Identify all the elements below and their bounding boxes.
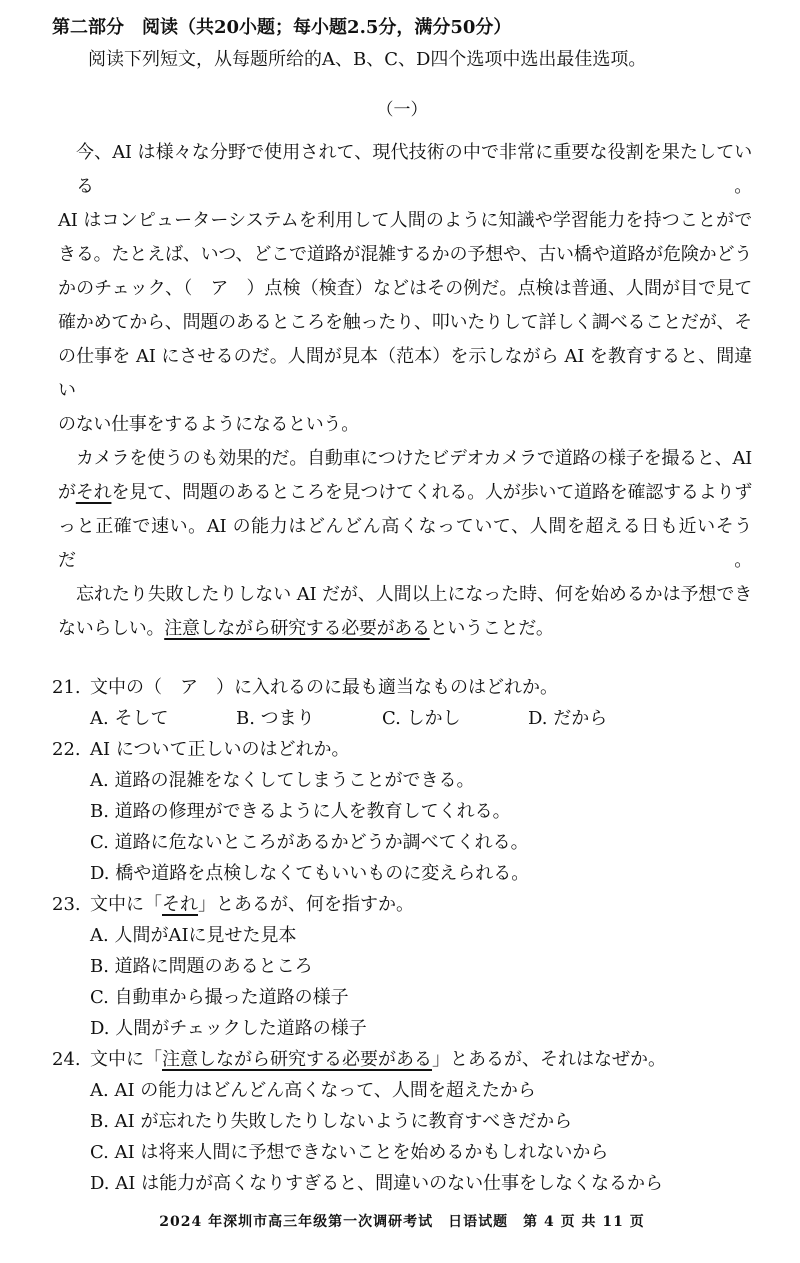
text: を見て、問題のあるところを見つけてくれる。人が歩いて道路を確認するよりず xyxy=(111,482,753,503)
question-stem xyxy=(52,672,752,703)
question-number: 21. xyxy=(52,677,81,698)
passage-line: のない仕事をするようになるという。 xyxy=(58,414,359,435)
option-row xyxy=(52,703,752,734)
question-text: AI について正しいのはどれか。 xyxy=(90,739,350,760)
question-number: 23. xyxy=(52,894,81,915)
text: が xyxy=(58,482,76,503)
underlined-phrase: 注意しながら研究する必要がある xyxy=(164,618,430,639)
passage xyxy=(52,136,752,646)
option-c[interactable]: C. 道路に危ないところがあるかどうか調べてくれる。 xyxy=(90,832,529,853)
passage-line: 忘れたり失敗したりしない AI だが、人間以上になった時、何を始めるかは予想でき xyxy=(76,584,752,605)
passage-line xyxy=(58,476,752,510)
text: ということだ。 xyxy=(429,618,554,639)
option-b[interactable]: B. AI が忘れたり失敗したりしないように教育すべきだから xyxy=(90,1111,573,1132)
underlined-sore: それ xyxy=(75,482,112,503)
question-stem xyxy=(52,1044,752,1075)
text: ないらしい。 xyxy=(58,618,165,639)
option-a[interactable]: A. 道路の混雑をなくしてしまうことができる。 xyxy=(90,770,475,791)
option-d[interactable]: D. 橋や道路を点検しなくてもいいものに変えられる。 xyxy=(90,863,530,884)
page-footer: 2024 年深圳市高三年级第一次调研考试 日语试题 第 4 页 共 11 页 xyxy=(159,1214,645,1230)
passage-line xyxy=(58,612,752,646)
instruction: 阅读下列短文，从每题所给的A、B、C、D四个选项中选出最佳选项。 xyxy=(88,49,647,70)
underlined-phrase: 注意しながら研究する必要がある xyxy=(162,1049,432,1070)
option-a[interactable]: A. AI の能力はどんどん高くなって、人間を超えたから xyxy=(90,1080,536,1101)
passage-line: っと正確で速い。AI の能力はどんどん高くなっていて、人間を超える日も近いそうだ。 xyxy=(58,516,752,571)
underlined-sore: それ xyxy=(162,894,198,915)
question-21 xyxy=(52,672,752,734)
passage-line: かのチェック、（ ア ）点検（検査）などはその例だ。点検は普通、人間が目で見て xyxy=(58,278,752,299)
option-c[interactable]: C. しかし xyxy=(382,708,461,729)
option-a[interactable]: A. 人間がAIに見せた見本 xyxy=(90,925,297,946)
section-title: 第二部分 阅读（共20小题；每小题2.5分，满分50分） xyxy=(52,17,512,38)
question-24 xyxy=(52,1044,752,1199)
passage-line: カメラを使うのも効果的だ。自動車につけたビデオカメラで道路の様子を撮ると、AI xyxy=(76,448,752,469)
question-22 xyxy=(52,734,752,889)
option-c[interactable]: C. AI は将来人間に予想できないことを始めるかもしれないから xyxy=(90,1142,609,1163)
question-text: 」とあるが、それはなぜか。 xyxy=(432,1049,666,1070)
option-d[interactable]: D. AI は能力が高くなりすぎると、間違いのない仕事をしなくなるから xyxy=(90,1173,664,1194)
questions xyxy=(52,672,752,1199)
passage-line: の仕事を AI にさせるのだ。人間が見本（范本）を示しながら AI を教育すると、間違い xyxy=(58,346,752,401)
passage-number: （一） xyxy=(376,100,428,120)
question-text: 文中の（ ア ）に入れるのに最も適当なものはどれか。 xyxy=(90,677,558,698)
question-number: 24. xyxy=(52,1049,81,1070)
question-23 xyxy=(52,889,752,1044)
question-stem xyxy=(52,889,752,920)
question-stem xyxy=(52,734,752,765)
question-text: 文中に「 xyxy=(90,894,162,915)
option-b[interactable]: B. つまり xyxy=(236,708,315,729)
question-text: 」とあるが、何を指すか。 xyxy=(198,894,414,915)
question-text: 文中に「 xyxy=(90,1049,162,1070)
passage-line: 確かめてから、問題のあるところを触ったり、叩いたりして詳しく調べることだが、そ xyxy=(58,312,752,333)
option-c[interactable]: C. 自動車から撮った道路の様子 xyxy=(90,987,349,1008)
passage-line: 今、AI は様々な分野で使用されて、現代技術の中で非常に重要な役割を果たしている。 xyxy=(76,142,752,197)
option-d[interactable]: D. だから xyxy=(528,708,608,729)
question-number: 22. xyxy=(52,739,81,760)
option-b[interactable]: B. 道路の修理ができるように人を教育してくれる。 xyxy=(90,801,511,822)
option-b[interactable]: B. 道路に問題のあるところ xyxy=(90,956,313,977)
passage-line: きる。たとえば、いつ、どこで道路が混雑するかの予想や、古い橋や道路が危険かどう xyxy=(58,244,752,265)
option-d[interactable]: D. 人間がチェックした道路の様子 xyxy=(90,1018,367,1039)
option-a[interactable]: A. そして xyxy=(90,708,169,729)
passage-line: AI はコンピューターシステムを利用して人間のように知識や学習能力を持つことがで xyxy=(58,210,752,231)
